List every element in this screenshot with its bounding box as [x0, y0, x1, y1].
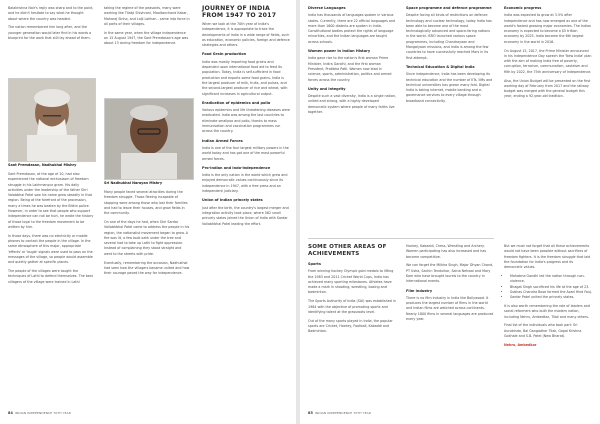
- achievements-col-1: [308, 262, 396, 338]
- left-col-1-body: [8, 172, 94, 288]
- paragraph: India was mostly importing food grains and depended upon international food aid to feed its population. Today, India is self-sufficient in food production and exports some food grains. India is the largest producer of milk, fruits, and pulses, and the second-largest producer of rice and wheat, with significant increases in agricultural output.: [202, 59, 288, 96]
- paragraph: Balakrishna Nair's reply was sharp and to the point, and he didn't hesitate to say what he thought about where the country was headed.: [8, 6, 94, 21]
- portrait-image: [105, 99, 193, 179]
- achievements-title: [308, 244, 398, 257]
- paragraph: On August 15, 2017, the Prime Minister announced in his Independence Day speech the 'New India' plan with the aim of making India free of poverty, corruption, terrorism, communalism, casteism and filth by 2022, the 75th anniversary of Independence.: [504, 48, 592, 74]
- right-page: [300, 0, 600, 424]
- section-heading: Eradication of epidemics and polio: [202, 100, 271, 105]
- page-folio-right: [308, 411, 371, 415]
- title-line: FROM 1947 TO 2017: [202, 12, 277, 20]
- paragraph: But we must not forget that all these achievements would not have been possible without sacrifices of freedom fighters. It is the freedom struggle that laid the foundation for India's progress and its democratic values.: [504, 244, 591, 270]
- paragraph: On one of the days he had, when Shri Sardar Vallabhbhai Patel came to address the people in his region, the nationalist movement began to grow. A fire was lit, a few took oath under the tree and several had to take up Lathi to fight oppression. Instead of complaining they stood straight and went to the streets with pride.: [104, 219, 190, 256]
- freedom-fighter-list: [504, 274, 592, 300]
- highlight-ambedkar: Ambedkar: [517, 342, 537, 347]
- section-heading: Pro-Indian and Indo-independence: [202, 165, 271, 170]
- paragraph: Out of the many sports played in India, the popular sports are Cricket, Hockey, Football, Kabaddi and Badminton.: [308, 318, 393, 334]
- title-line: SOME OTHER AREAS OF: [308, 244, 387, 250]
- paragraph: Various epidemics and life threatening diseases were eradicated. India was among the last countries to eliminate smallpox and polio, thanks to mass immunisation and vaccination programmes run across the country.: [202, 108, 290, 134]
- paragraph: Despite such a vast diversity, India is a single nation, united and strong, with a highly developed democratic system where people of many faiths live together.: [308, 94, 397, 115]
- list-item: • Sardar Patel united the princely states.: [510, 295, 592, 300]
- list-item: • Bhagat Singh sacrificed his life at the age of 23.: [510, 285, 592, 290]
- paragraph: Many people faced several atrocities during the freedom struggle. Those fleeing incapable of stopping were among those who lost their families and had to leave their houses, and grow fields in the community.: [104, 190, 188, 216]
- journey-title: [202, 5, 292, 19]
- paragraph: Sant Premdasan, at the age of 10, had also experienced the national enthusiasm of freedom struggle in his Lakhmanpur gram. His daily activities under the leadership of the father Shri Valabbhai Patel saw his name grow steadily in that region. Being at the forefront of the procession, many a times he was beaten by the Bitkin police. However, in order to see that people who support independence can not be hurt, he wrote the history of those loyal to the freedom movement to be written by him.: [8, 172, 94, 229]
- paragraph: India has thousands of languages spoken in various states. Currently, there are 22 official languages and more than 1600 dialects are spoken in India. Constitutional bodies protect the rights of language minorities, and the Indian languages are taught across schools.: [308, 13, 396, 44]
- paragraph: Also, the Union Budget will be presented on the first working day of February from 2017 and the railway budget was merged with the general budget this year, ending a 92-year-old tradition.: [504, 78, 591, 99]
- paragraph: India is the only nation in the world which grew and enjoyed democratic values continuously since its independence in 1947, with a free press and an independent judiciary.: [202, 173, 288, 194]
- paragraph: taking the regime of the peasants, many were working like Tilakji Shivhrani, Mooltanchand Kakar, Maharaj Sinha, and Lalji Lokhan - came into force in all parts of their villages.: [104, 6, 190, 26]
- left-col-2: [104, 6, 190, 50]
- paragraph: Since independence, India has been developing its technical education and the number of IITs, IIMs and technical universities has grown many fold. Digital India is taking internet, mobile banking and e-governance services to every village through broadband connectivity.: [406, 72, 493, 103]
- portrait-photo-premdasan: [8, 78, 96, 162]
- page-number: 84: [8, 411, 13, 415]
- paragraph: India is one of the four largest military powers in the world today and has got one of the most powerful armed forces.: [202, 145, 289, 161]
- right-col-3: [504, 6, 592, 103]
- left-col-2-body: [104, 190, 190, 280]
- folio-label: INDIAN INDEPENDENCE 70TH YEAR: [15, 411, 71, 415]
- section-heading: Sports: [308, 262, 321, 266]
- title-line: JOURNEY OF INDIA: [202, 5, 270, 12]
- left-col-1: [8, 6, 94, 45]
- section-heading: Union of Indian princely states: [202, 198, 263, 203]
- right-col-1: [308, 6, 396, 119]
- section-divider: [308, 238, 494, 239]
- paragraph: The people of the villages were taught the techniques of Lathi to defend themselves. The best villagers of the village were trained in Lathi: [8, 269, 93, 284]
- portrait-image: [9, 79, 95, 161]
- paragraph: Final list of the individuals who took part: Sri Aurobindo, Bal Gangadhar Tilak, Gopal Krishna Gokhale and S.B. Patel (New Bharat).: [504, 323, 582, 338]
- paragraph: Hockey, Kabaddi, Chess, Wrestling and Archery. Women participating has also increased and has become competitive.: [406, 244, 487, 259]
- highlight-nehru: Nehru: [504, 342, 516, 347]
- paragraph: In the same year, when the village independence on 15 August 1947, the Sant Premdasan's age was about 13 during freedom for independence.: [104, 30, 189, 46]
- paragraph: India was expected to grow at 3.5% after Independence and has now emerged as one of the world's fastest growing major economies. The Indian economy is expected to become a $5 trillion economy by 2025. India became the 6th largest economy in the world in 2016.: [504, 13, 592, 44]
- achievements-col-3: [504, 244, 592, 352]
- list-item: • Mahatma Gandhi led the nation through non-violence.: [510, 274, 592, 285]
- left-page: [0, 0, 296, 424]
- section-heading: Unity and Integrity: [308, 86, 346, 91]
- section-heading: Food Grain production: [202, 52, 247, 57]
- paragraph: Just after the birth, the country's largest merger and integration activity took place, where 562 small princely states joined the Union of India with Sardar Vallabhbhai Patel leading the effort.: [202, 205, 289, 226]
- paragraph: It is also worth remembering the role of leaders and social reformers who built the modern nation, including Nehru, Ambedkar, Tilak and many others.: [504, 303, 590, 319]
- paragraph: In those days, there was no electricity or mobile phones to contact the people in the village. In the same atmosphere of this major, appropriate 'effects' or 'bugle' signals were used to pass on the messages of the village, so people would assemble and quietly gather at specific places.: [8, 233, 93, 265]
- paragraph: Despite facing all kinds of restrictions on defence technology and nuclear technology, today India has been able to become one of the most technologically advanced and space-faring nations in the world. ISRO launched various space programmes, including Chandrayaan and Mangalyaan missions, and India is among the few countries to have successfully reached Mars in its first attempt.: [406, 13, 492, 60]
- folio-label: INDIAN INDEPENDENCE 70TH YEAR: [315, 411, 371, 415]
- paragraph: When we look at the 70th year of India's independence, it is appropriate to trace the developments of India in a wide range of fields, such as education, economic policies, foreign and defence strategies and others.: [202, 22, 290, 48]
- section-heading: Economic progress: [504, 6, 542, 10]
- paragraph: There is no film industry in India like Bollywood. It produces the largest number of films in the world and Indian films are watched across continents. Nearly 1800 films in several languages are produced every year.: [406, 295, 494, 322]
- page-folio-left: [8, 411, 71, 415]
- paragraph: From winning hockey Olympic gold medals to lifting the 1983 and 2011 Cricket World Cups, India has achieved many sporting milestones. Athletes have made a mark in shooting, wrestling, boxing and badminton.: [308, 269, 394, 295]
- achievements-col-2: [406, 244, 494, 326]
- section-heading: Indian Armed Forces: [202, 138, 243, 143]
- left-col-3: [202, 22, 290, 230]
- section-heading: Technical Education & Digital India: [406, 64, 475, 69]
- section-heading: Women power in Indian History: [308, 49, 371, 54]
- page-number: 85: [308, 411, 313, 415]
- paragraph: The nation remembered him long after, and the younger generation would later find in his words a blueprint for the work that still lay ahead of them.: [8, 25, 92, 40]
- portrait-photo-mishry: [104, 98, 194, 180]
- section-heading: Space programme and defence programme: [406, 6, 492, 10]
- photo-caption: Sri Nadhukhal Narayan Mishry: [104, 181, 163, 185]
- section-heading: Diverse Languages: [308, 6, 346, 10]
- section-heading: Film industry: [406, 288, 433, 293]
- right-col-2: [406, 6, 494, 108]
- paragraph: India gave rise to the nation's first woman Prime Minister, Indira Gandhi, and the first woman President, Pratibha Patil. Women now lead in science, sports, administration, politics and armed forces across the country.: [308, 56, 392, 82]
- paragraph: The Sports Authority of India (SAI) was established in 1984 with the objective of promoting sports and identifying talent at the grassroots level.: [308, 299, 396, 314]
- list-item: • Subhas Chandra Bose formed the Azad Hind Fauj.: [510, 290, 592, 295]
- paragraph: Eventually, remembering the occasion, Nadhukhal had seen how the villagers became united and how their courage paved the way for independence.: [104, 260, 190, 276]
- highlight-names: Nehru, Ambedkar: [504, 342, 537, 347]
- photo-caption: Sant Premdasan, Nadhukhal Mishry: [8, 163, 77, 167]
- title-line: ACHIEVEMENTS: [308, 250, 360, 257]
- paragraph: We can forget the Milkha Singh, Major Dhyan Chand, PT Usha, Sachin Tendulkar, Saina Nehwal and Mary Kom who have brought laurels to the country in international events.: [406, 263, 494, 284]
